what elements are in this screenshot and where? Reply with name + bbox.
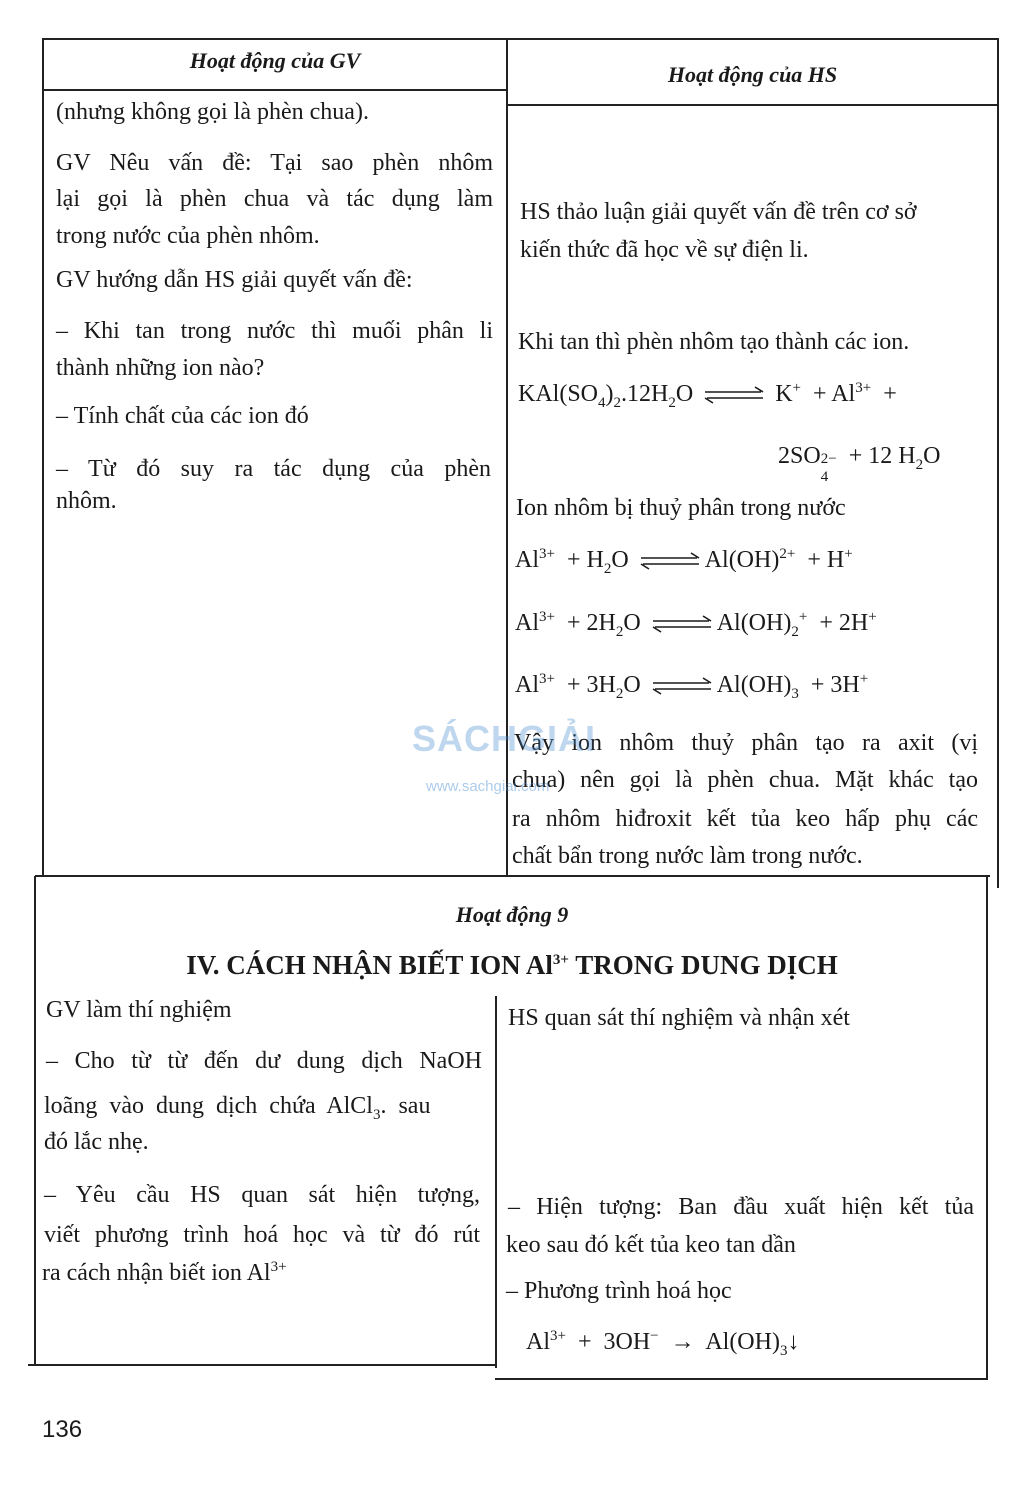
watermark-url: www.sachgiai.com (426, 778, 550, 795)
table1-bottom-border (35, 875, 990, 877)
header-hs: Hoạt động của HS (667, 62, 838, 87)
precipitate-arrow-icon: ↓ (787, 1329, 800, 1355)
gv-line: nhôm. (56, 488, 117, 514)
gv-line: – Khi tan trong nước thì muối phân li (56, 318, 493, 344)
gv2-line: – Yêu cầu HS quan sát hiện tượng, (44, 1182, 480, 1208)
hs-line: HS thảo luận giải quyết vấn đề trên cơ sở (520, 199, 917, 225)
hs-line: Khi tan thì phèn nhôm tạo thành các ion. (518, 329, 910, 355)
gv-line: (nhưng không gọi là phèn chua). (56, 99, 369, 125)
table1-left-border (42, 38, 44, 876)
hs2-line: – Phương trình hoá học (506, 1278, 732, 1304)
section-title: IV. CÁCH NHẬN BIẾT ION $Al^{3+}$ TRONG DUNG DỊCH (186, 950, 838, 980)
equilibrium-arrow-icon (703, 386, 765, 404)
gv2-line: đó lắc nhẹ. (44, 1129, 149, 1155)
table1-top-border (43, 38, 999, 40)
gv2-line-reagent: loãng vào dung dịch chứa AlCl$_3$. sau (44, 1093, 431, 1123)
gv2-line: viết phương trình hoá học và từ đó rút (44, 1222, 480, 1248)
equilibrium-arrow-icon (651, 615, 713, 633)
equation-precipitation: $Al^{3+} + 3OH^-$ → $Al(OH)_3↓$ (526, 1328, 800, 1359)
table2-bottom-right (495, 1378, 987, 1380)
equation-dissociation: $KAl(SO_4)_2.12H_2O$ $K^+ + Al^{3+}$ + (518, 380, 897, 411)
hs2-line: HS quan sát thí nghiệm và nhận xét (508, 1005, 850, 1031)
gv-line: – Tính chất của các ion đó (56, 403, 309, 429)
table1-right-border (997, 38, 999, 888)
gv2-line: GV làm thí nghiệm (46, 997, 232, 1023)
gv-line: trong nước của phèn nhôm. (56, 223, 320, 249)
hs-line: kiến thức đã học về sự điện li. (520, 237, 809, 263)
equation-hydrolysis-2: $Al^{3+} + 2H_2O$ $Al(OH)_2^+ + 2H^+$ (515, 609, 877, 640)
gv2-line: – Cho từ từ đến dư dung dịch NaOH (46, 1048, 482, 1074)
gv2-line-ion: ra cách nhận biết ion $Al^{3+}$ (42, 1259, 287, 1286)
gv-line: GV hướng dẫn HS giải quyết vấn đề: (56, 267, 413, 293)
table2-column-divider (495, 996, 497, 1368)
gv-line: thành những ion nào? (56, 355, 265, 381)
hs-line: chua) nên gọi là phèn chua. Mặt khác tạo (512, 767, 978, 793)
table2-right-border (986, 876, 988, 1380)
equilibrium-arrow-icon (651, 677, 713, 695)
equation-hydrolysis-1: $Al^{3+} + H_2O$ Al(OH)$^{2+}$ + H+ (515, 546, 853, 577)
hs-line: Ion nhôm bị thuỷ phân trong nước (516, 495, 846, 521)
equation-dissociation-cont: 2SO 2− 4 + 12 $H_2O$ (778, 443, 941, 485)
table2-bottom-left (28, 1364, 496, 1366)
hs-line: Vậy ion nhôm thuỷ phân tạo ra axit (vị (514, 730, 978, 756)
gv-line: – Từ đó suy ra tác dụng của phèn (56, 456, 491, 482)
page-number: 136 (42, 1416, 83, 1443)
watermark-logo (412, 718, 632, 798)
gv-line: lại gọi là phèn chua và tác dụng làm (56, 186, 493, 212)
table1-header-bottom-left (43, 89, 508, 91)
equation-hydrolysis-3: $Al^{3+} + 3H_2O$ $Al(OH)_3 + 3H^+$ (515, 671, 869, 702)
equilibrium-arrow-icon (639, 552, 701, 570)
table2-left-border (34, 876, 36, 1366)
gv-line: GV Nêu vấn đề: Tại sao phèn nhôm (56, 150, 493, 176)
activity-heading: Hoạt động 9 (455, 902, 569, 927)
hs-line: chất bẩn trong nước làm trong nước. (512, 843, 863, 869)
header-gv: Hoạt động của GV (189, 48, 361, 73)
table1-header-bottom-right (508, 104, 999, 106)
hs2-line: – Hiện tượng: Ban đầu xuất hiện kết tủa (508, 1194, 974, 1220)
hs2-line: keo sau đó kết tủa keo tan dần (506, 1232, 796, 1258)
watermark-brand: SÁCHGIẢI (412, 718, 597, 759)
hs-line: ra nhôm hiđroxit kết tủa keo hấp phụ các (512, 806, 978, 832)
